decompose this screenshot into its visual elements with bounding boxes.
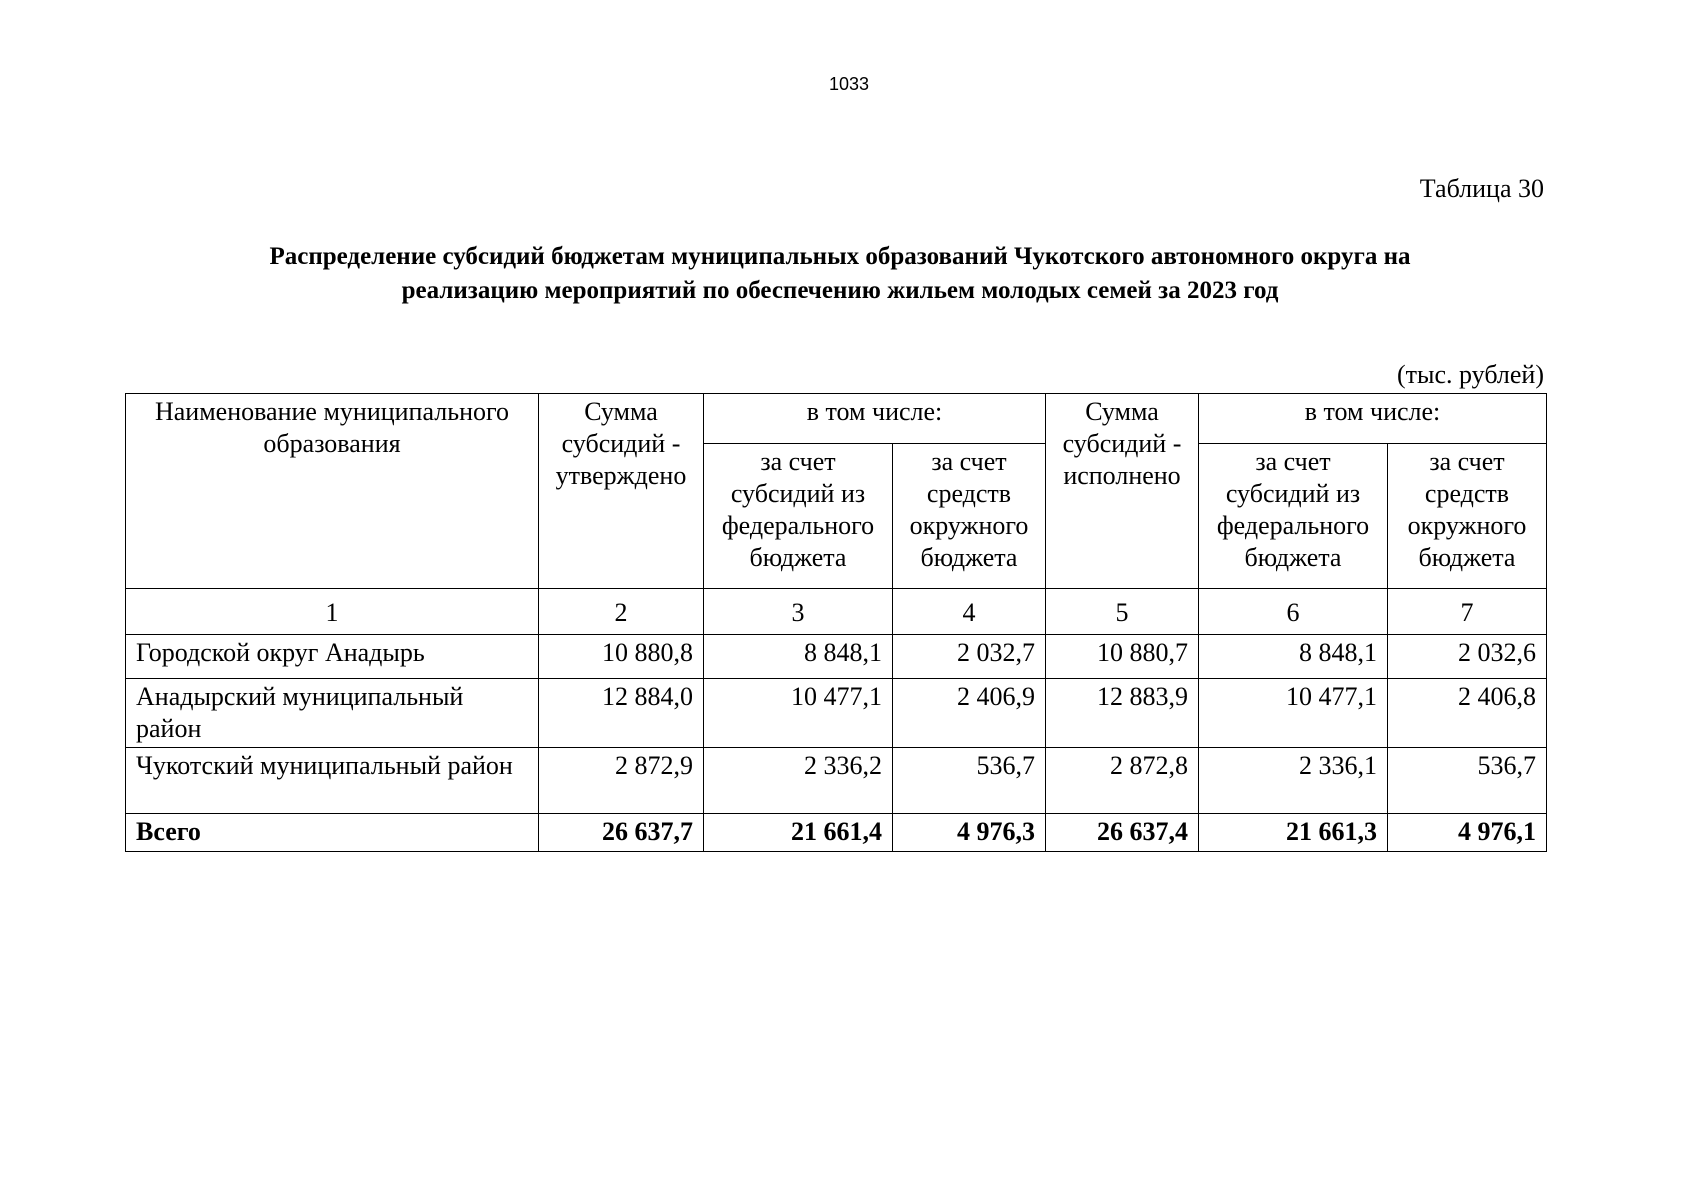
header-district-2: за счет средств окружного бюджета — [1388, 444, 1547, 589]
document-title — [140, 240, 1540, 308]
cell-value: 10 477,1 — [1199, 679, 1388, 748]
cell-value: 2 032,7 — [893, 635, 1046, 679]
cell-value: 536,7 — [1388, 748, 1547, 814]
table-row — [126, 635, 1547, 679]
subsidy-table — [125, 393, 1547, 852]
column-number: 1 — [126, 589, 539, 635]
table-row — [126, 748, 1547, 814]
cell-value: 12 883,9 — [1046, 679, 1199, 748]
column-number: 6 — [1199, 589, 1388, 635]
column-number: 3 — [704, 589, 893, 635]
column-number-row — [126, 589, 1547, 635]
row-name: Чукотский муниципальный район — [126, 748, 539, 814]
total-value: 21 661,3 — [1199, 814, 1388, 852]
header-federal-1: за счет субсидий из федерального бюджета — [704, 444, 893, 589]
total-value: 4 976,3 — [893, 814, 1046, 852]
header-name: Наименование муниципального образования — [126, 394, 539, 589]
units-label: (тыс. рублей) — [1396, 360, 1544, 389]
column-number: 2 — [539, 589, 704, 635]
total-row — [126, 814, 1547, 852]
total-value: 26 637,4 — [1046, 814, 1199, 852]
cell-value: 2 336,1 — [1199, 748, 1388, 814]
cell-value: 2 872,8 — [1046, 748, 1199, 814]
column-number: 5 — [1046, 589, 1199, 635]
total-value: 4 976,1 — [1388, 814, 1547, 852]
cell-value: 8 848,1 — [1199, 635, 1388, 679]
total-value: 21 661,4 — [704, 814, 893, 852]
table-row — [126, 679, 1547, 748]
cell-value: 10 880,8 — [539, 635, 704, 679]
cell-value: 10 880,7 — [1046, 635, 1199, 679]
total-label: Всего — [126, 814, 539, 852]
cell-value: 2 336,2 — [704, 748, 893, 814]
row-name: Анадырский муниципальный район — [126, 679, 539, 748]
title-line-1: Распределение субсидий бюджетам муниципальных образований Чукотского автономного округа на — [269, 243, 1411, 270]
cell-value: 8 848,1 — [704, 635, 893, 679]
row-name: Городской округ Анадырь — [126, 635, 539, 679]
table-label: Таблица 30 — [1419, 174, 1544, 203]
cell-value: 536,7 — [893, 748, 1046, 814]
cell-value: 2 406,8 — [1388, 679, 1547, 748]
cell-value: 12 884,0 — [539, 679, 704, 748]
header-approved: Сумма субсидий - утверждено — [539, 394, 704, 589]
column-number: 7 — [1388, 589, 1547, 635]
column-number: 4 — [893, 589, 1046, 635]
cell-value: 2 872,9 — [539, 748, 704, 814]
header-district-1: за счет средств окружного бюджета — [893, 444, 1046, 589]
title-line-2: реализацию мероприятий по обеспечению жильем молодых семей за 2023 год — [401, 277, 1279, 304]
cell-value: 2 406,9 — [893, 679, 1046, 748]
header-including-2: в том числе: — [1199, 394, 1547, 444]
header-including-1: в том числе: — [704, 394, 1046, 444]
header-executed: Сумма субсидий - исполнено — [1046, 394, 1199, 589]
cell-value: 10 477,1 — [704, 679, 893, 748]
total-value: 26 637,7 — [539, 814, 704, 852]
cell-value: 2 032,6 — [1388, 635, 1547, 679]
header-federal-2: за счет субсидий из федерального бюджета — [1199, 444, 1388, 589]
page-number: 1033 — [828, 74, 870, 94]
